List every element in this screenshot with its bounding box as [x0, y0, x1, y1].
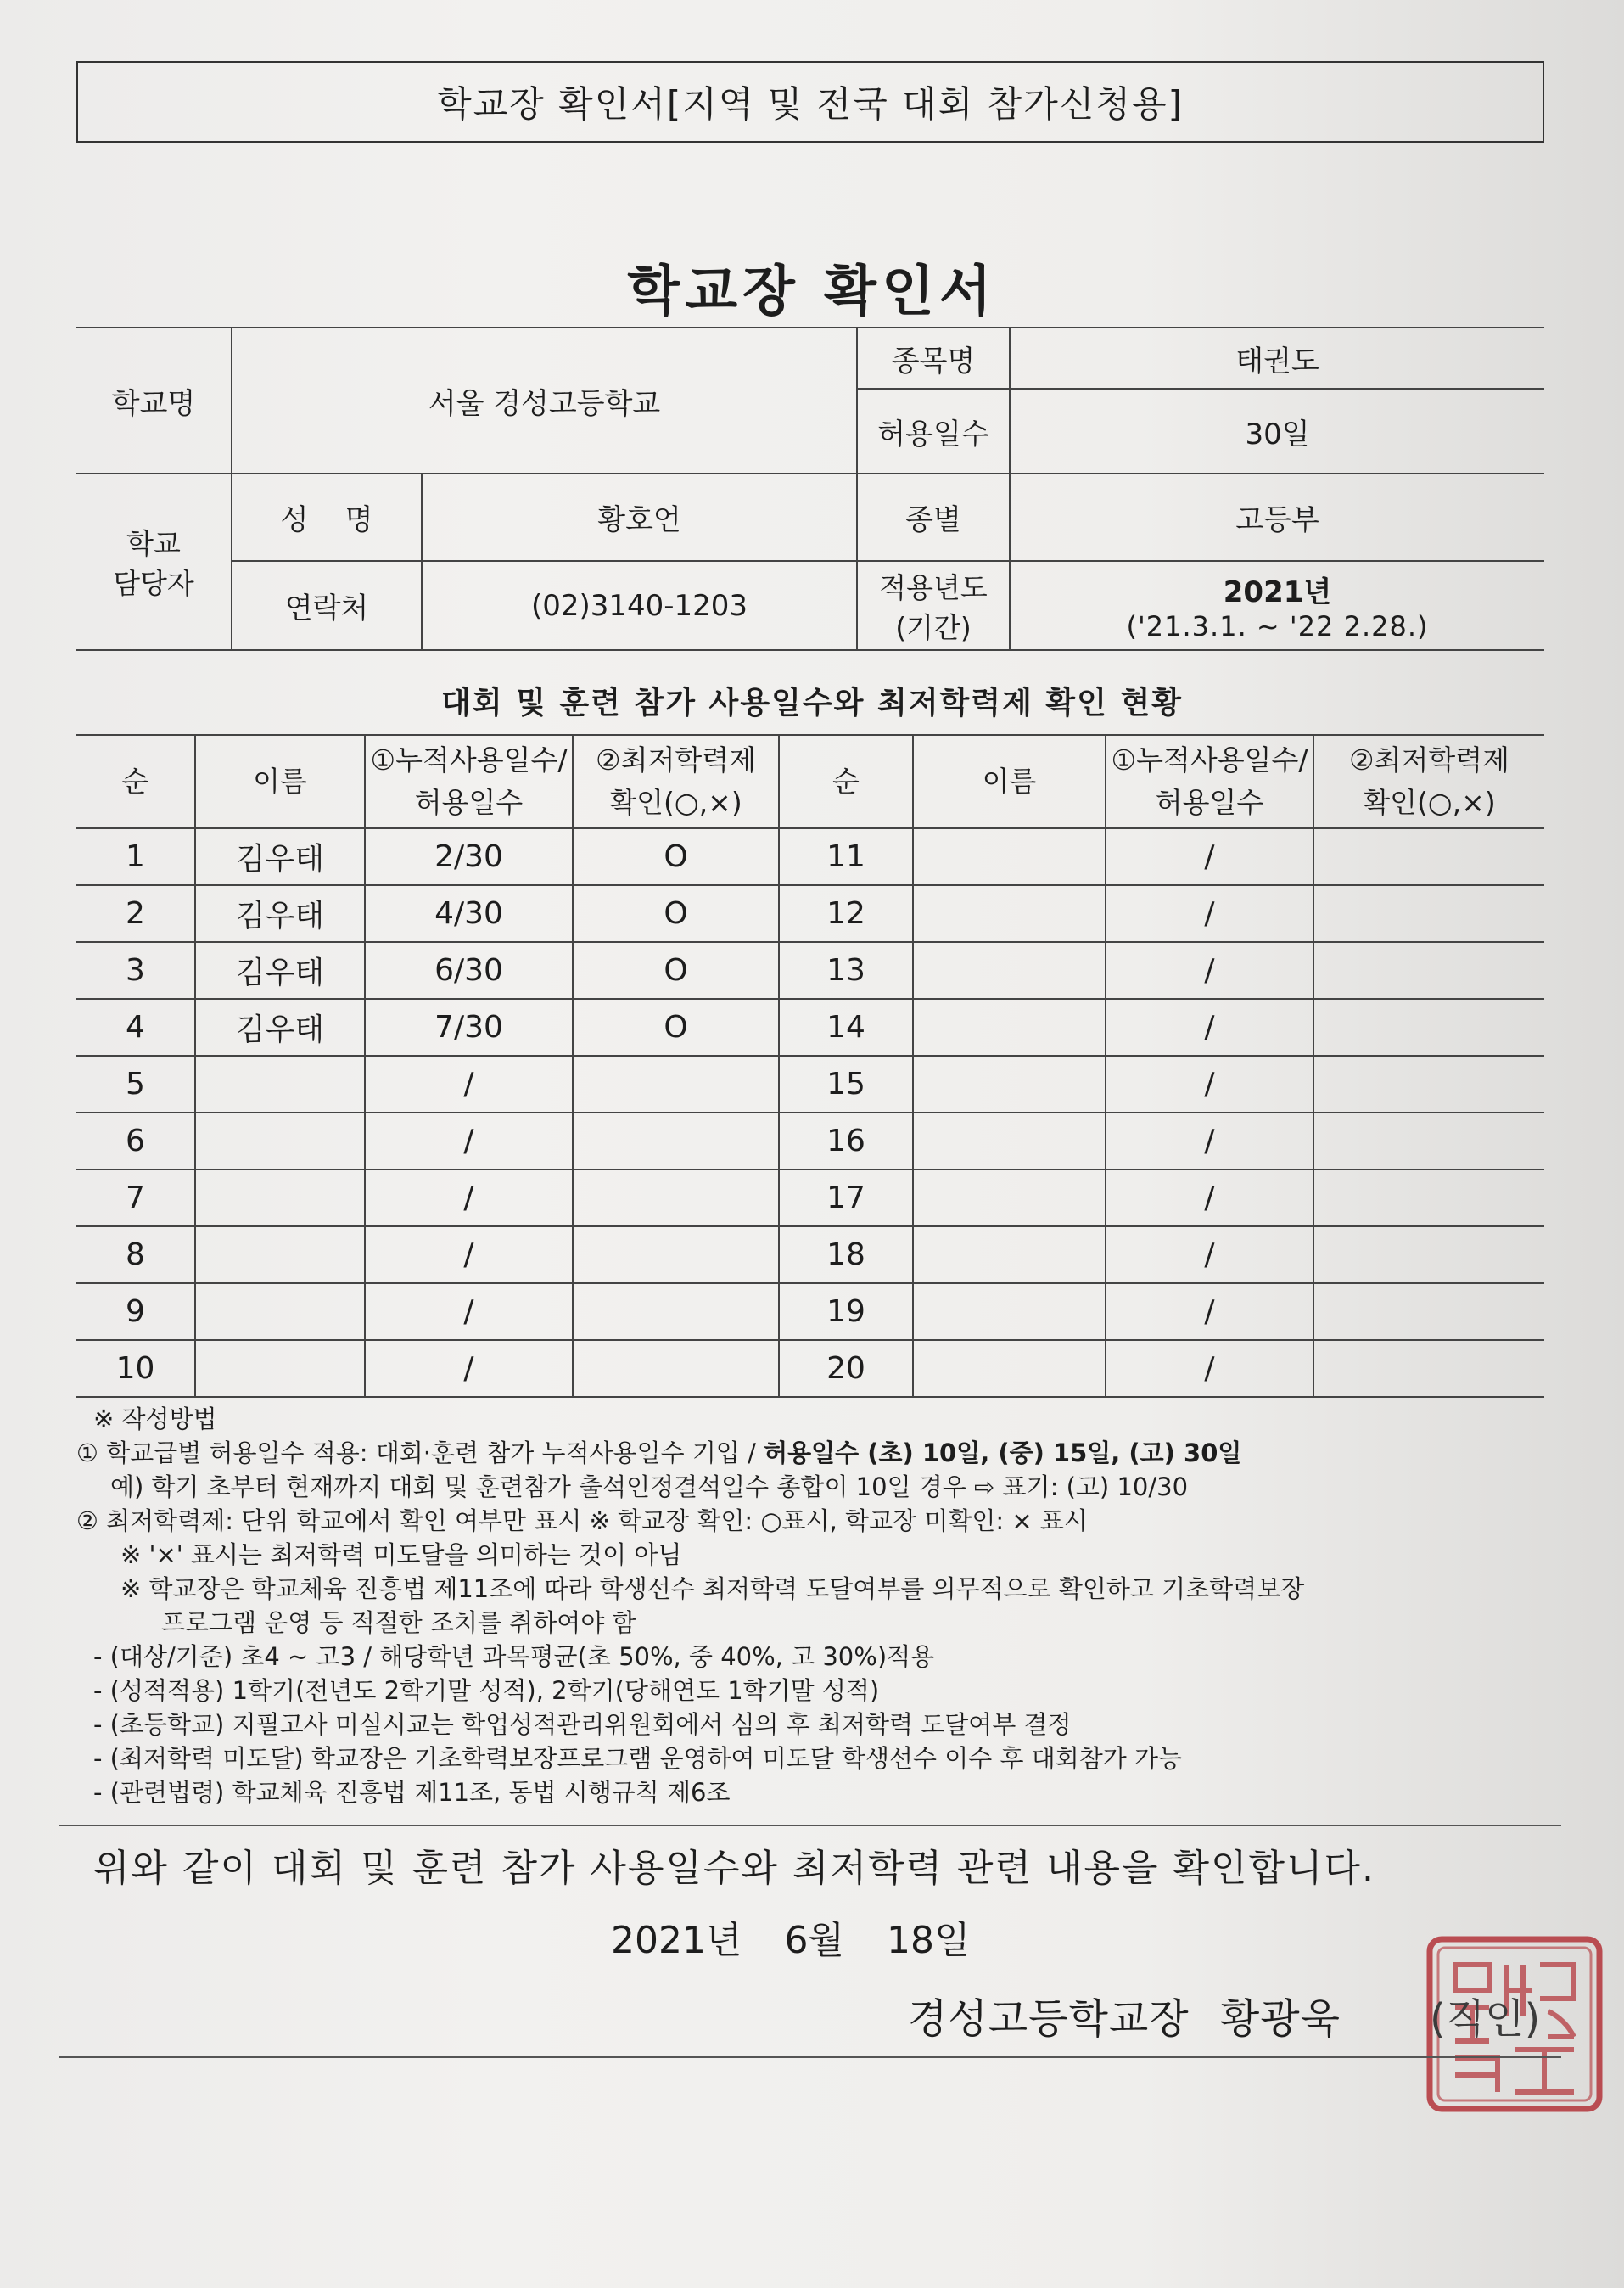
note-1-example: 예) 학기 초부터 현재까지 대회 및 훈련참가 출석인정결석일수 총합이 10일 경우 ⇨ 표기: (고) 10/30 — [110, 1472, 1189, 1501]
row-check: O — [573, 828, 779, 885]
row-days: 6/30 — [365, 942, 573, 999]
confirmation-text: 위와 같이 대회 및 훈련 참가 사용일수와 최저학력 관련 내용을 확인합니다. — [93, 1847, 1375, 1890]
row-days-2: / — [1106, 1340, 1313, 1397]
header-days-2: ①누적사용일수/ 허용일수 — [1106, 735, 1313, 828]
header-seq: 순 — [76, 735, 195, 828]
row-name — [195, 1056, 365, 1113]
table-row — [76, 1283, 1544, 1340]
header-check: ②최저학력제 확인(○,×) — [573, 735, 779, 828]
row-name-2 — [913, 828, 1106, 885]
row-name: 김우태 — [195, 885, 365, 942]
row-check-2 — [1313, 1226, 1544, 1283]
row-days: / — [365, 1283, 573, 1340]
row-name-2 — [913, 1113, 1106, 1169]
table-row — [76, 1056, 1544, 1113]
allowed-days-value-cell: 30일 — [1010, 389, 1544, 474]
row-seq-2: 18 — [779, 1226, 913, 1283]
seal-label: (직인) — [1430, 1995, 1541, 2043]
row-days-2: / — [1106, 1226, 1313, 1283]
year-label-cell: 적용년도 (기간) — [857, 561, 1010, 650]
detail-3: - (초등학교) 지필고사 미실시교는 학업성적관리위원회에서 심의 후 최저학력 도달여부 결정 — [93, 1710, 1072, 1739]
row-name-2 — [913, 885, 1106, 942]
row-seq: 8 — [76, 1226, 195, 1283]
row-name — [195, 1340, 365, 1397]
school-label-cell: 학교명 — [76, 328, 232, 474]
contact-label-cell: 연락처 — [232, 561, 422, 650]
row-check-2 — [1313, 1056, 1544, 1113]
divider-top — [59, 1825, 1561, 1826]
instructions — [76, 1402, 1553, 1809]
year-value-cell: 2021년 ('21.3.1. ~ '22 2.28.) — [1010, 561, 1544, 650]
row-seq: 2 — [76, 885, 195, 942]
header-days: ①누적사용일수/ 허용일수 — [365, 735, 573, 828]
note-2b-line1: ※ 학교장은 학교체육 진흥법 제11조에 따라 학생선수 최저학력 도달여부를 의무적으로 확인하고 기초학력보장 — [120, 1574, 1305, 1603]
detail-2: - (성적적용) 1학기(전년도 2학기말 성적), 2학기(당해연도 1학기말 성적) — [93, 1676, 880, 1705]
status-table — [76, 734, 1544, 1398]
row-days-2: / — [1106, 1056, 1313, 1113]
row-check — [573, 1340, 779, 1397]
note-2b-line2: 프로그램 운영 등 적절한 조치를 취하여야 함 — [161, 1608, 636, 1637]
row-name: 김우태 — [195, 942, 365, 999]
row-seq: 4 — [76, 999, 195, 1056]
table-row — [76, 1113, 1544, 1169]
table-row — [76, 999, 1544, 1056]
row-seq-2: 16 — [779, 1113, 913, 1169]
row-days: 7/30 — [365, 999, 573, 1056]
row-days-2: / — [1106, 1113, 1313, 1169]
row-days-2: / — [1106, 828, 1313, 885]
row-days: / — [365, 1113, 573, 1169]
row-seq-2: 14 — [779, 999, 913, 1056]
manager-label-cell: 학교 담당자 — [76, 474, 232, 650]
row-seq-2: 17 — [779, 1169, 913, 1226]
note-2a: ※ '×' 표시는 최저학력 미도달을 의미하는 것이 아님 — [120, 1540, 682, 1569]
row-check — [573, 1169, 779, 1226]
form-header-title: 학교장 확인서[지역 및 전국 대회 참가신청용] — [437, 83, 1184, 125]
notes-heading: ※ 작성방법 — [93, 1405, 217, 1433]
row-seq: 7 — [76, 1169, 195, 1226]
row-seq-2: 11 — [779, 828, 913, 885]
row-days-2: / — [1106, 1169, 1313, 1226]
row-seq: 6 — [76, 1113, 195, 1169]
header-seq-2: 순 — [779, 735, 913, 828]
row-check-2 — [1313, 885, 1544, 942]
form-header — [76, 61, 1544, 143]
row-name — [195, 1226, 365, 1283]
row-name — [195, 1169, 365, 1226]
row-days: 4/30 — [365, 885, 573, 942]
row-check-2 — [1313, 1113, 1544, 1169]
table-row — [76, 1169, 1544, 1226]
header-name: 이름 — [195, 735, 365, 828]
row-check-2 — [1313, 1283, 1544, 1340]
row-name-2 — [913, 1169, 1106, 1226]
detail-4: - (최저학력 미도달) 학교장은 기초학력보장프로그램 운영하여 미도달 학생선수 이수 후 대회참가 가능 — [93, 1744, 1183, 1773]
table-row — [76, 828, 1544, 885]
school-value-cell: 서울 경성고등학교 — [232, 328, 857, 474]
status-header-row — [76, 735, 1544, 828]
contact-value-cell: (02)3140-1203 — [422, 561, 857, 650]
row-days: / — [365, 1169, 573, 1226]
row-days-2: / — [1106, 885, 1313, 942]
row-name-2 — [913, 1340, 1106, 1397]
name-value-cell: 황호언 — [422, 474, 857, 561]
status-title: 대회 및 훈련 참가 사용일수와 최저학력제 확인 현황 — [440, 686, 1184, 721]
row-name-2 — [913, 1226, 1106, 1283]
header-check-2: ②최저학력제 확인(○,×) — [1313, 735, 1544, 828]
row-check: O — [573, 885, 779, 942]
row-days: / — [365, 1226, 573, 1283]
row-check: O — [573, 942, 779, 999]
signer-name: 경성고등학교장 황광욱 — [908, 1995, 1341, 2043]
row-name: 김우태 — [195, 999, 365, 1056]
division-label-cell: 종별 — [857, 474, 1010, 561]
row-check: O — [573, 999, 779, 1056]
row-check-2 — [1313, 999, 1544, 1056]
row-days-2: / — [1106, 999, 1313, 1056]
table-row — [76, 1226, 1544, 1283]
table-row — [76, 885, 1544, 942]
row-name: 김우태 — [195, 828, 365, 885]
detail-1: - (대상/기준) 초4 ~ 고3 / 해당학년 과목평균(초 50%, 중 40%, 고 30%)적용 — [93, 1642, 935, 1671]
row-days-2: / — [1106, 942, 1313, 999]
row-seq: 1 — [76, 828, 195, 885]
row-check — [573, 1113, 779, 1169]
header-name-2: 이름 — [913, 735, 1106, 828]
school-info-table — [76, 327, 1544, 651]
divider-bottom — [59, 2056, 1561, 2058]
row-seq-2: 12 — [779, 885, 913, 942]
row-name — [195, 1283, 365, 1340]
name-label-cell: 성 명 — [232, 474, 422, 561]
event-label-cell: 종목명 — [857, 328, 1010, 389]
row-seq-2: 19 — [779, 1283, 913, 1340]
note-1: ① 학교급별 허용일수 적용: 대회·훈련 참가 누적사용일수 기입 / 허용일수 (초) 10일, (중) 15일, (고) 30일 — [76, 1438, 1242, 1467]
issue-date: 2021년 6월 18일 — [611, 1919, 971, 1962]
row-check — [573, 1056, 779, 1113]
row-check — [573, 1226, 779, 1283]
row-days: / — [365, 1056, 573, 1113]
row-check-2 — [1313, 1169, 1544, 1226]
row-seq: 5 — [76, 1056, 195, 1113]
row-name — [195, 1113, 365, 1169]
note-2: ② 최저학력제: 단위 학교에서 확인 여부만 표시 ※ 학교장 확인: ○표시, 학교장 미확인: × 표시 — [76, 1506, 1088, 1535]
row-days: / — [365, 1340, 573, 1397]
row-seq-2: 20 — [779, 1340, 913, 1397]
document-title: 학교장 확인서 — [627, 261, 997, 323]
row-check-2 — [1313, 942, 1544, 999]
row-seq: 9 — [76, 1283, 195, 1340]
division-value-cell: 고등부 — [1010, 474, 1544, 561]
row-name-2 — [913, 1283, 1106, 1340]
row-check-2 — [1313, 1340, 1544, 1397]
allowed-days-label-cell: 허용일수 — [857, 389, 1010, 474]
row-seq-2: 15 — [779, 1056, 913, 1113]
row-days: 2/30 — [365, 828, 573, 885]
event-value-cell: 태권도 — [1010, 328, 1544, 389]
row-check-2 — [1313, 828, 1544, 885]
row-seq-2: 13 — [779, 942, 913, 999]
detail-5: - (관련법령) 학교체육 진흥법 제11조, 동법 시행규칙 제6조 — [93, 1778, 731, 1807]
table-row — [76, 942, 1544, 999]
table-row — [76, 1340, 1544, 1397]
row-check — [573, 1283, 779, 1340]
row-seq: 10 — [76, 1340, 195, 1397]
row-name-2 — [913, 999, 1106, 1056]
row-seq: 3 — [76, 942, 195, 999]
row-name-2 — [913, 1056, 1106, 1113]
row-days-2: / — [1106, 1283, 1313, 1340]
row-name-2 — [913, 942, 1106, 999]
